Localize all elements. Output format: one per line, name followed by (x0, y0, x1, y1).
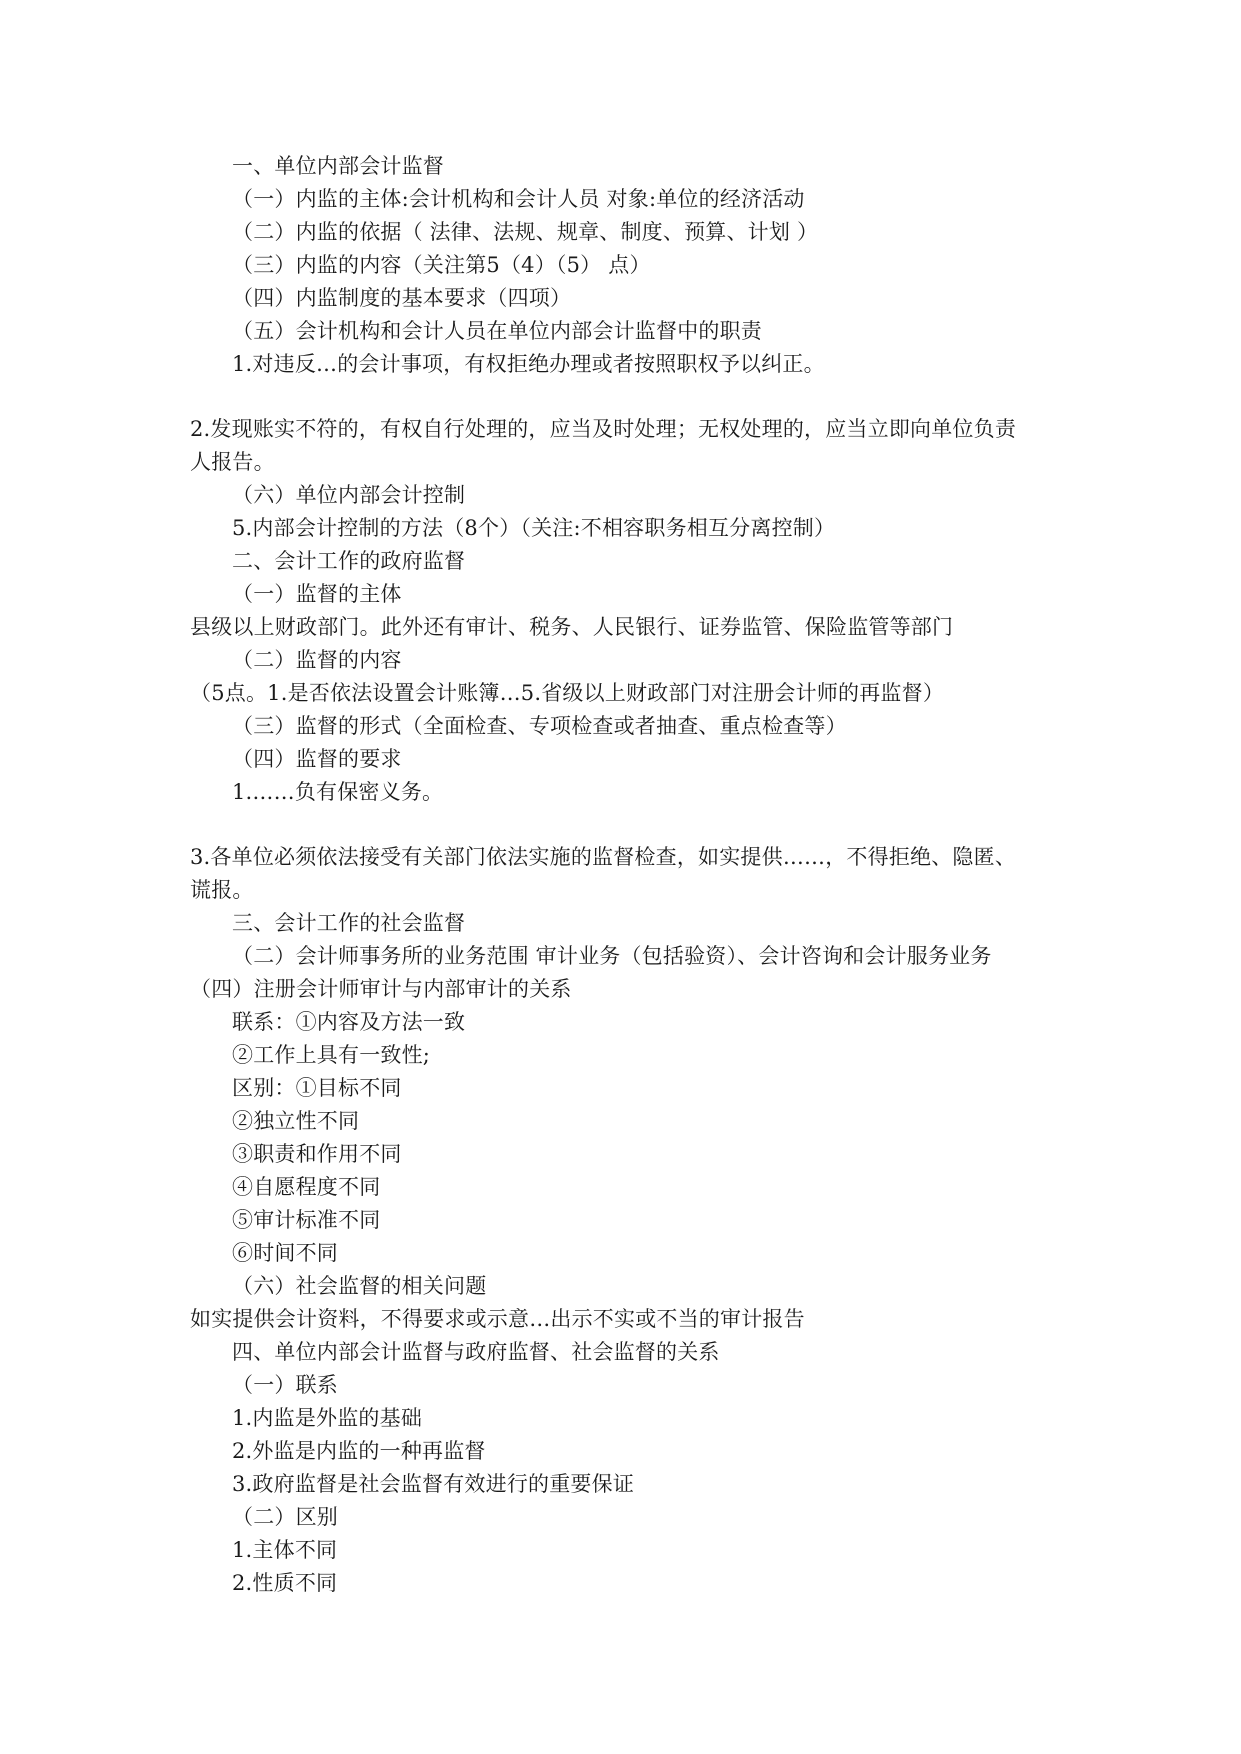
text-line: （四）内监制度的基本要求（四项） (232, 286, 572, 310)
text-line: （二）内监的依据（ 法律、法规、规章、制度、预算、计划 ） (232, 220, 819, 244)
text-line: 3.各单位必须依法接受有关部门依法实施的监督检查，如实提供……，不得拒绝、隐匿、 (190, 845, 1017, 869)
text-line: 2.发现账实不符的，有权自行处理的，应当及时处理；无权处理的，应当立即向单位负责 (190, 417, 1017, 441)
text-line: 联系：①内容及方法一致 (232, 1010, 466, 1034)
text-line: ⑤审计标准不同 (232, 1208, 381, 1232)
text-line: （一）内监的主体:会计机构和会计人员 对象:单位的经济活动 (232, 187, 805, 211)
text-line: 如实提供会计资料，不得要求或示意…出示不实或不当的审计报告 (190, 1307, 805, 1331)
text-line: （四）注册会计师审计与内部审计的关系 (190, 977, 572, 1001)
text-line: ④自愿程度不同 (232, 1175, 381, 1199)
text-line: （5点。1.是否依法设置会计账簿…5.省级以上财政部门对注册会计师的再监督） (190, 681, 945, 705)
text-line: 2.性质不同 (232, 1571, 338, 1595)
text-line: 1.主体不同 (232, 1538, 338, 1562)
text-line: （五）会计机构和会计人员在单位内部会计监督中的职责 (232, 319, 762, 343)
text-line: 人报告。 (190, 450, 275, 474)
section-heading-2: 二、会计工作的政府监督 (232, 549, 466, 573)
text-line: （四）监督的要求 (232, 747, 402, 771)
text-line: （二）会计师事务所的业务范围 审计业务（包括验资）、会计咨询和会计服务业务 (232, 944, 992, 968)
section-heading-1: 一、单位内部会计监督 (232, 154, 444, 178)
text-line: 3.政府监督是社会监督有效进行的重要保证 (232, 1472, 635, 1496)
text-line: ③职责和作用不同 (232, 1142, 402, 1166)
text-line: ②独立性不同 (232, 1109, 360, 1133)
text-line: （二）监督的内容 (232, 648, 402, 672)
text-line: 2.外监是内监的一种再监督 (232, 1439, 486, 1463)
text-line: 区别：①目标不同 (232, 1076, 402, 1100)
text-line: （六）社会监督的相关问题 (232, 1274, 487, 1298)
text-line: （二）区别 (232, 1505, 338, 1529)
text-line: （三）内监的内容（关注第5（4）（5） 点） (232, 253, 651, 277)
text-line: 1.对违反…的会计事项，有权拒绝办理或者按照职权予以纠正。 (232, 352, 825, 376)
section-heading-3: 三、会计工作的社会监督 (232, 911, 466, 935)
text-line: （一）联系 (232, 1373, 338, 1397)
text-line: 5.内部会计控制的方法（8个）（关注:不相容职务相互分离控制） (232, 516, 836, 540)
text-line: 谎报。 (190, 878, 254, 902)
text-line: （三）监督的形式（全面检查、专项检查或者抽查、重点检查等） (232, 714, 847, 738)
text-line: （六）单位内部会计控制 (232, 483, 466, 507)
text-line: （一）监督的主体 (232, 582, 402, 606)
section-heading-4: 四、单位内部会计监督与政府监督、社会监督的关系 (232, 1340, 720, 1364)
text-line: 1.内监是外监的基础 (232, 1406, 423, 1430)
text-line: 1.……负有保密义务。 (232, 780, 444, 804)
text-line: 县级以上财政部门。此外还有审计、税务、人民银行、证券监管、保险监管等部门 (190, 615, 954, 639)
text-line: ②工作上具有一致性; (232, 1043, 431, 1067)
text-line: ⑥时间不同 (232, 1241, 338, 1265)
